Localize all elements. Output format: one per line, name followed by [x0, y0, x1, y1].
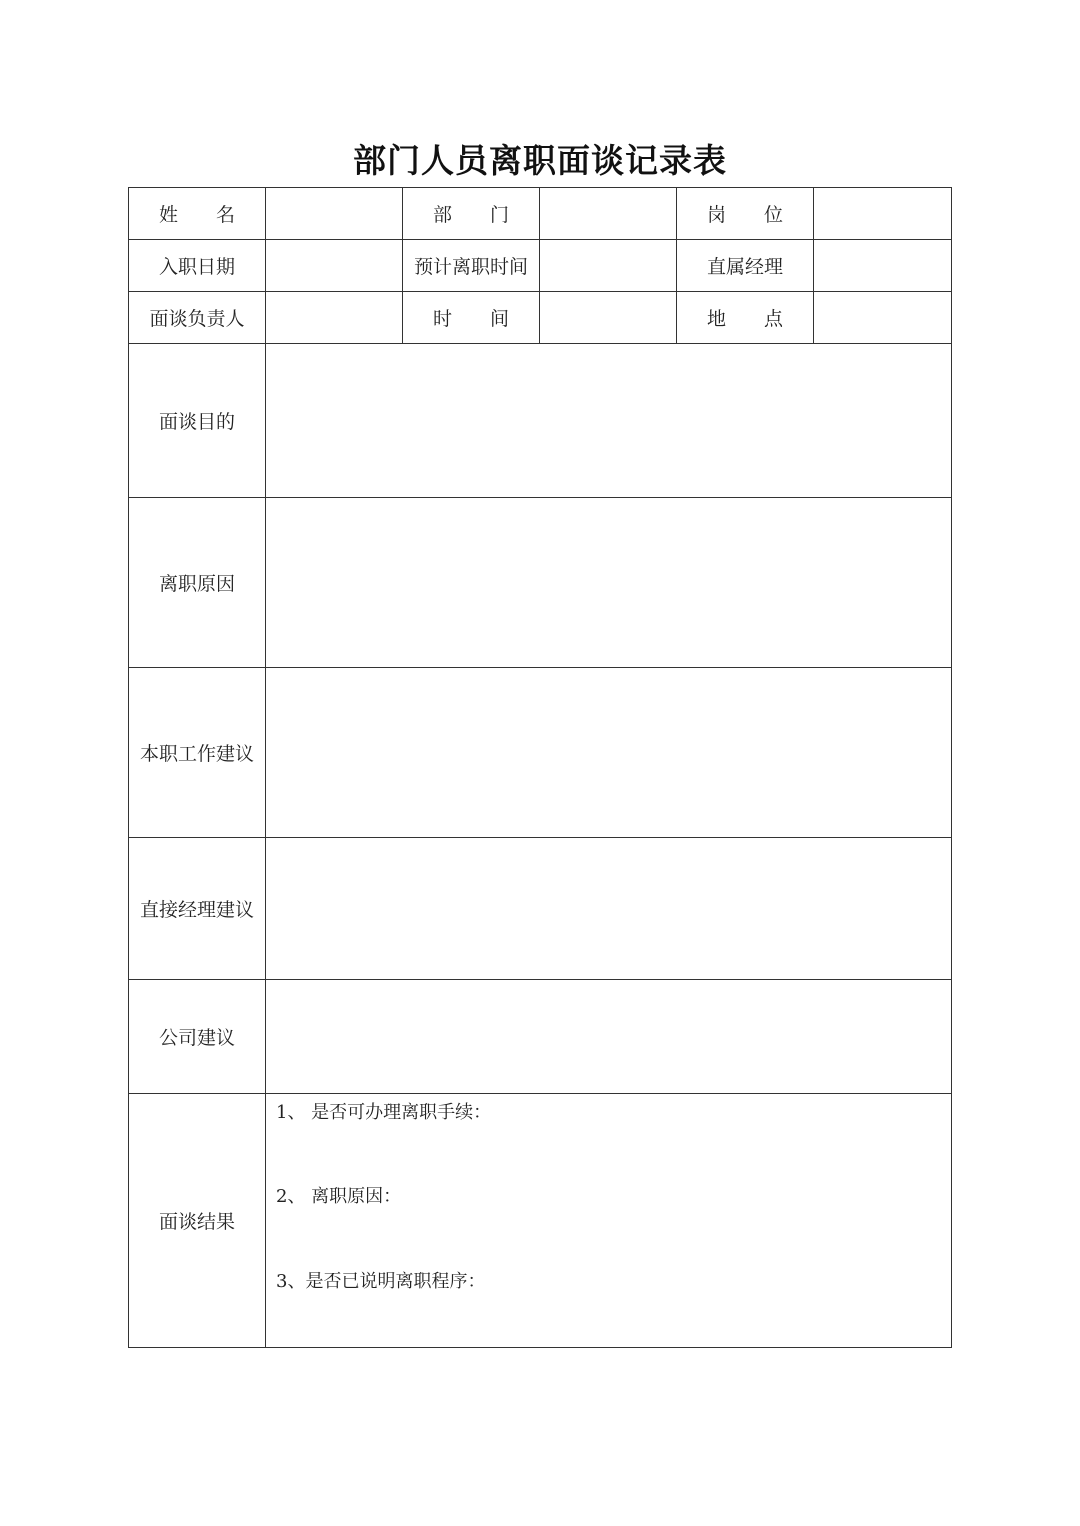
hire-date-field[interactable]	[266, 240, 403, 292]
time-field[interactable]	[540, 292, 677, 344]
location-label: 地 点	[677, 292, 814, 344]
expected-leave-date-field[interactable]	[540, 240, 677, 292]
interviewer-label: 面谈负责人	[129, 292, 266, 344]
time-label: 时 间	[403, 292, 540, 344]
result-item-reason: 2、 离职原因：	[276, 1186, 402, 1207]
table-row	[129, 838, 952, 980]
reason-field[interactable]	[266, 498, 952, 668]
table-row	[129, 1094, 952, 1348]
job-suggestion-label: 本职工作建议	[129, 668, 266, 838]
purpose-label: 面谈目的	[129, 344, 266, 498]
table-row	[129, 188, 952, 240]
interviewer-field[interactable]	[266, 292, 403, 344]
name-field[interactable]	[266, 188, 403, 240]
result-item-process-explained: 3、是否已说明离职程序：	[276, 1271, 486, 1292]
result-item-procedures: 1、 是否可办理离职手续：	[276, 1102, 492, 1123]
direct-manager-field[interactable]	[814, 240, 952, 292]
interview-form-table	[128, 187, 952, 1348]
department-field[interactable]	[540, 188, 677, 240]
job-suggestion-field[interactable]	[266, 668, 952, 838]
direct-manager-label: 直属经理	[677, 240, 814, 292]
company-suggestion-field[interactable]	[266, 980, 952, 1094]
department-label: 部 门	[403, 188, 540, 240]
table-row	[129, 292, 952, 344]
table-row	[129, 498, 952, 668]
position-label: 岗 位	[677, 188, 814, 240]
result-field[interactable]	[266, 1094, 952, 1348]
table-row	[129, 344, 952, 498]
position-field[interactable]	[814, 188, 952, 240]
result-label: 面谈结果	[129, 1094, 266, 1348]
table-row	[129, 980, 952, 1094]
manager-suggestion-field[interactable]	[266, 838, 952, 980]
location-field[interactable]	[814, 292, 952, 344]
purpose-field[interactable]	[266, 344, 952, 498]
name-label: 姓 名	[129, 188, 266, 240]
table-row	[129, 668, 952, 838]
reason-label: 离职原因	[129, 498, 266, 668]
result-items	[266, 1094, 951, 1347]
form-title: 部门人员离职面谈记录表	[353, 141, 727, 180]
company-suggestion-label: 公司建议	[129, 980, 266, 1094]
manager-suggestion-label: 直接经理建议	[129, 838, 266, 980]
expected-leave-date-label: 预计离职时间	[403, 240, 540, 292]
table-row	[129, 240, 952, 292]
hire-date-label: 入职日期	[129, 240, 266, 292]
